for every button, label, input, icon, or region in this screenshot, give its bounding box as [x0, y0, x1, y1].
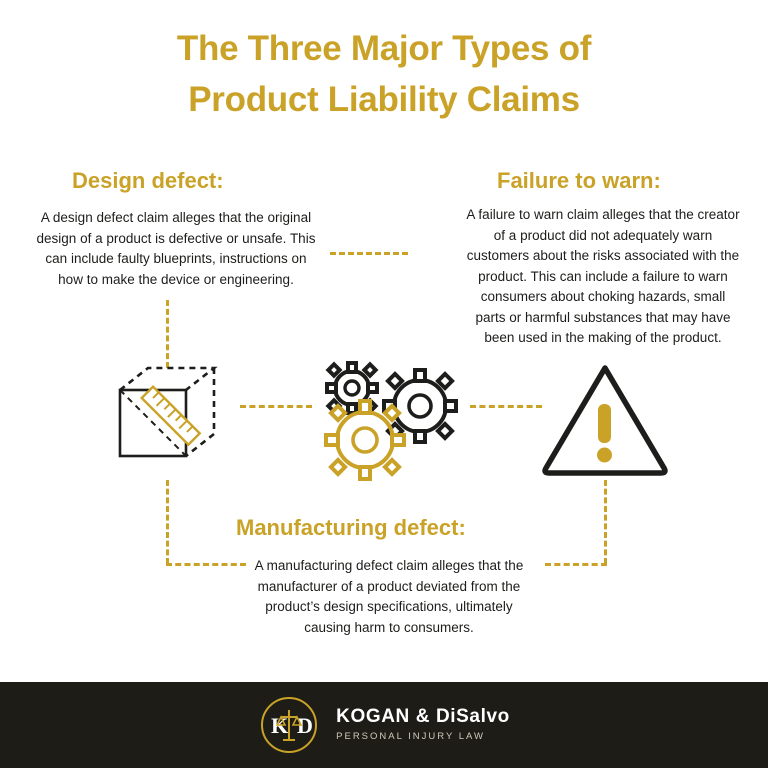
section-body-manufacturing-defect: A manufacturing defect claim alleges that the manufacturer of a product deviated from the product’s design specifications, ultimately causing harm to consumers.	[254, 558, 524, 635]
page-title-line-2: Product Liability Claims	[188, 79, 580, 119]
connector-gears-to-warning	[470, 405, 542, 408]
connector-design-to-gears	[240, 405, 312, 408]
footer-bar	[0, 682, 768, 768]
cube-ruler-icon	[110, 360, 230, 485]
gears-icon	[312, 358, 472, 488]
section-body-design-defect: A design defect claim alleges that the original design of a product is defective or unsafe. This can include faulty blueprints, instructions on how to make the device or engineering.	[36, 210, 316, 287]
warning-triangle-icon	[540, 360, 670, 483]
section-heading-manufacturing-defect: Manufacturing defect:	[236, 515, 466, 540]
brand-tagline: PERSONAL INJURY LAW	[336, 731, 486, 743]
connector-design-to-manufacturing-horizontal	[166, 563, 246, 566]
scales-of-justice-monogram-icon	[258, 694, 320, 756]
svg-text:K: K	[271, 713, 289, 738]
section-body-failure-to-warn: A failure to warn claim alleges that the creator of a product did not adequately warn customers about the risks associated with the product. This can include a failure to warn consumers about choking hazards, small parts or harmful substances that may have been used in the making of the product.	[466, 207, 740, 346]
connector-design-to-center-top	[330, 252, 408, 255]
brand-text-block	[336, 707, 510, 742]
page-title	[0, 24, 768, 126]
section-heading-design-defect: Design defect:	[72, 168, 224, 193]
connector-warning-to-manufacturing	[545, 563, 607, 566]
footer-brand	[258, 694, 510, 756]
connector-design-down	[166, 300, 169, 368]
brand-name: KOGAN & DiSalvo	[336, 706, 510, 728]
connector-design-to-manufacturing-vertical	[166, 480, 169, 564]
page-title-line-1: The Three Major Types of	[176, 29, 592, 68]
section-heading-failure-to-warn: Failure to warn:	[497, 168, 661, 193]
svg-text:D: D	[297, 713, 314, 738]
connector-warning-down	[604, 480, 607, 564]
